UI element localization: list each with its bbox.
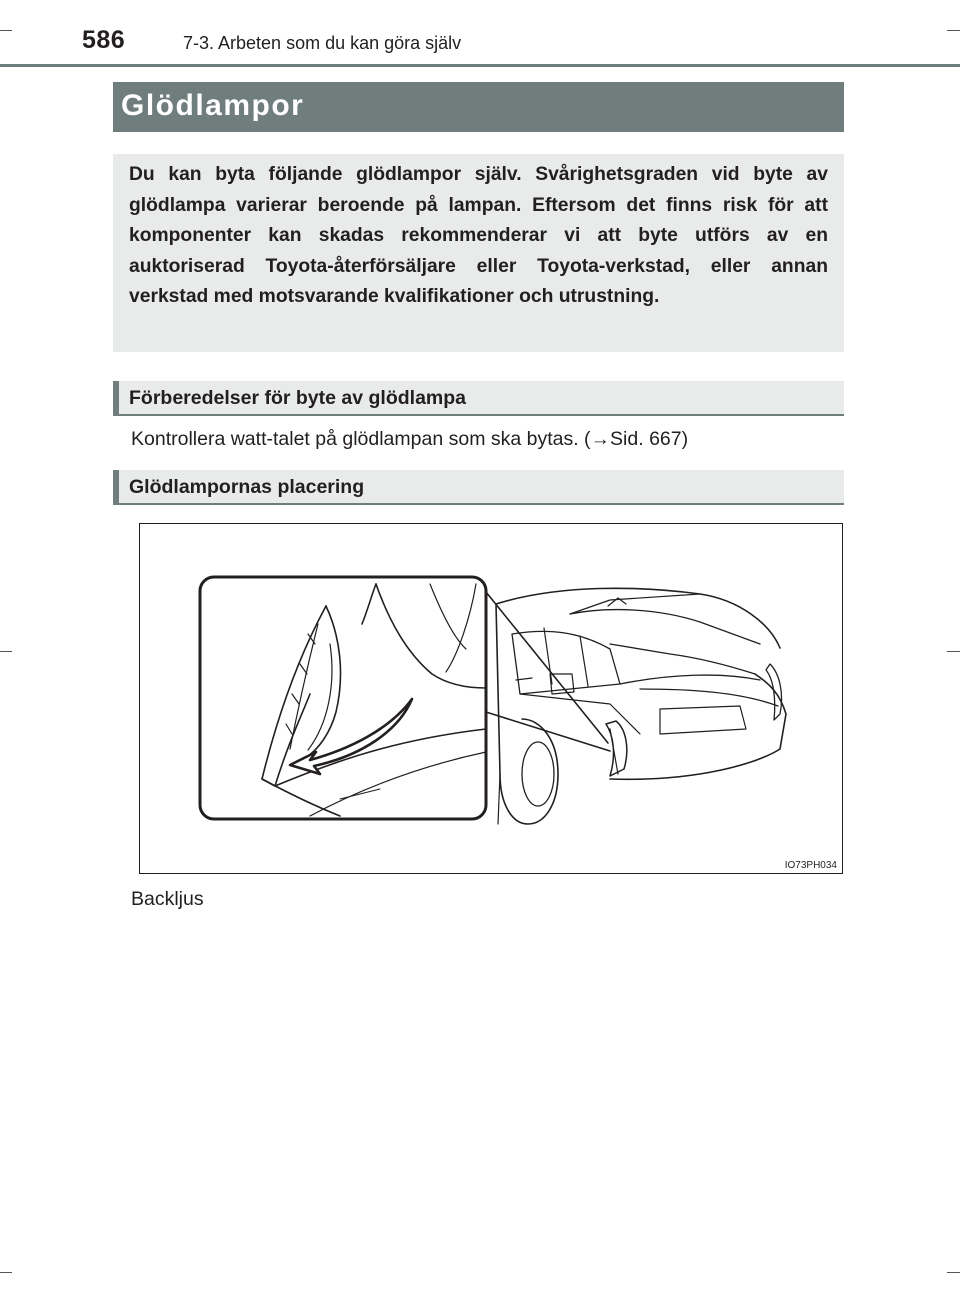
header-divider: [0, 64, 960, 67]
page-number: 586: [82, 26, 126, 54]
crop-mark: [0, 30, 12, 31]
crop-mark: [947, 30, 960, 31]
subsection-title: Glödlampornas placering: [129, 476, 365, 498]
subsection-header-preparation: [113, 381, 844, 416]
preparation-instruction: Kontrollera watt-talet på glödlampan som ska bytas. (→Sid. 667): [131, 428, 689, 450]
subsection-header-placement: [113, 470, 844, 505]
figure-caption: Backljus: [131, 888, 204, 910]
chapter-heading: 7-3. Arbeten som du kan göra själv: [183, 33, 462, 53]
intro-box: [113, 154, 844, 352]
crop-mark: [0, 1272, 12, 1273]
crop-mark: [947, 651, 960, 652]
crop-mark: [0, 651, 12, 652]
page-title-bar: [113, 82, 844, 132]
car-rear-taillight-illustration: [140, 524, 844, 875]
subsection-marker: [113, 470, 119, 503]
crop-mark: [947, 1272, 960, 1273]
taillight-figure: [139, 523, 843, 874]
subsection-marker: [113, 381, 119, 414]
intro-paragraph: Du kan byta följande glödlampor själv. Svårighetsgraden vid byte av glödlampa varierar beroende på lampan. Eftersom det finns risk för att komponenter kan skadas rekommenderar vi att byte utförs av en auktoriserad Toyota-återförsäljare eller Toyota-verkstad, eller annan verkstad med motsvarande kvalifikationer och utrustning.: [129, 164, 828, 308]
page-title: Glödlampor: [121, 89, 305, 122]
figure-code: IO73PH034: [784, 860, 837, 871]
subsection-title: Förberedelser för byte av glödlampa: [129, 387, 467, 409]
